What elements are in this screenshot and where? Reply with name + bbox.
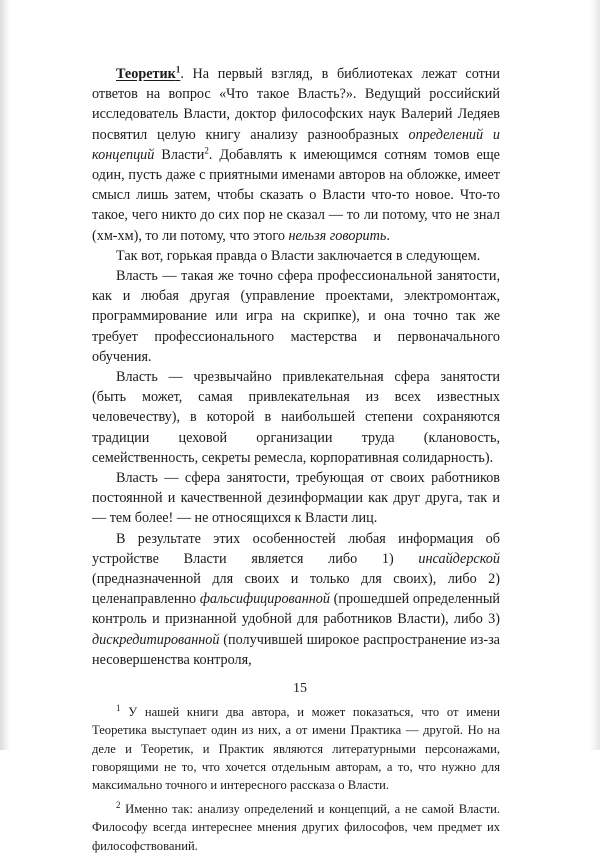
footnote-1-number: 1 [116,702,121,713]
page-body [92,64,500,855]
footnote-2 [92,800,500,855]
emphasis-falsified: фальсифицированной [199,591,330,608]
footnote-ref-1[interactable]: 1 [175,64,181,75]
footnote-ref-2[interactable]: 2 [204,145,209,156]
paragraph-6: В результате этих особенностей любая информация об устройстве Власти является либо 1) инсайдерской (предназначенной для своих и только для своих), либо 2) целенаправленно фальсифицированной (прошедшей определенный контроль и признанной удобной для работников Власти), либо 3) дискредитированной (получившей широкое распространение из-за несовершенства контроля, [92,530,501,668]
page-shadow-left [0,0,10,750]
footnote-2-text: Именно так: анализу определений и концепций, а не самой Власти. Философу всегда интереснее мнения других философов, чем предмет их философствований. [92,802,500,853]
paragraph-4: Власть — чрезвычайно привлекательная сфера занятости (быть может, самая привлекательная из всех известных человечеству), в которой в наибольшей степени сохраняются традиции цеховой организации труда (клановость, семейственность, секреты ремесла, корпоративная солидарность). [92,369,500,466]
emphasis-discredited: дискредитированной [92,631,220,648]
page-number: 15 [293,681,307,696]
emphasis-insider: инсайдерской [418,550,500,567]
emphasis-cannot-say: нельзя говорить [288,227,387,244]
emphasis-definitions: определений и концепций [92,126,500,163]
paragraph-1: Теоретик$^1$. На первый взгляд, в библиотеках лежат сотни ответов на вопрос «Что такое Власть?». Ведущий российский исследователь Власти, доктор философских наук Валерий Ледяев посвятил целую книгу анализу разнообразных определений и концепций Власти$^2$. Добавлять к имеющимся сотням томов еще один, пусть даже с приятными именами авторов на обложке, имеет смысл лишь затем, чтобы сказать о Власти что-то новое. Что-то такое, чего никто до сих пор не сказал — то ли потому, что не знал (хм-хм), то ли потому, что этого нельзя говорить. [92,64,500,244]
paragraph-2: Так вот, горькая правда о Власти заключается в следующем. [116,247,481,264]
lead-speaker: Теоретик$^1$ [116,64,181,82]
footnote-1-text: У нашей книги два автора, и может показаться, что от имени Теоретика выступает один из них, а от имени Практика — другой. Но на деле и Теоретик, и Практик являются литературными персонажами, говорящими не то, что хочется отдельным авторам, а то, что нужно для максимально точного и интересного рассказа о Власти. [92,705,501,792]
footnote-2-number: 2 [116,799,121,810]
footnote-1 [92,703,500,794]
page-shadow-right [590,0,600,750]
paragraph-3: Власть — такая же точно сфера профессиональной занятости, как и любая другая (управление проектами, электромонтаж, программирование или игра на скрипке), и она точно так же требует профессионального мастерства и первоначального обучения. [92,268,500,365]
paragraph-5: Власть — сфера занятости, требующая от своих работников постоянной и качественной дезинформации как друг друга, так и — тем более! — не относящихся к Власти лиц. [92,470,500,527]
